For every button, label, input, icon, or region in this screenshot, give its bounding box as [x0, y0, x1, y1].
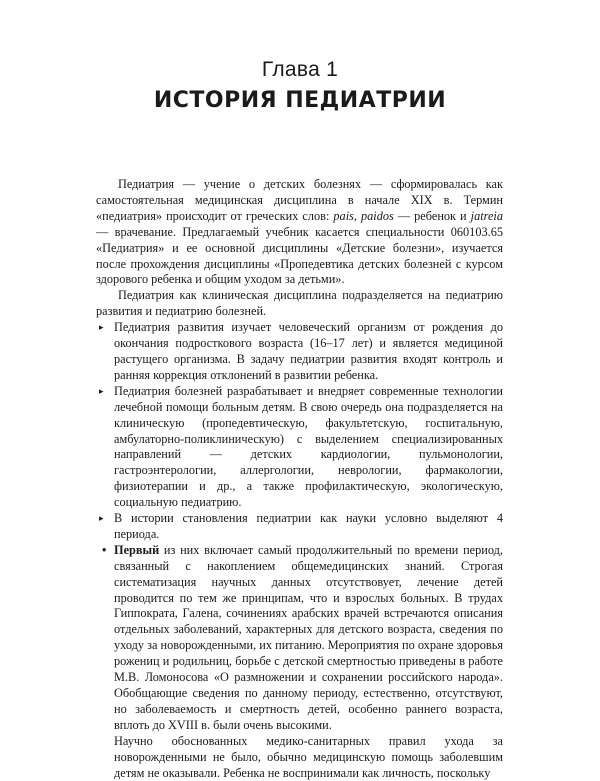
greek-term-pais: pais, paidos — [333, 208, 394, 223]
bullet-text: Педиатрия болезней разрабатывает и внедряет современные технологии лечебной помощи больным детям. В свою очередь она подразделяется на клиническую (пропедевтическую, факультетскую, госпитальную, амбулаторно-поликлиническую) с выделением специализированных направлений — детских кардиологии, пульмонологии, гастроэнтерологии, аллергологии, неврологии, фармакологии, физиотерапии и др., а также профилактическую, экологическую, социальную педиатрию. — [114, 383, 503, 510]
intro-text-3: — врачевание. Предлагаемый учебник касается специальности 060103.65 «Педиатрия» и ее основной дисциплины «Детские болезни», изучается после прохождения дисциплины «Пропедевтика детских болезней с курсом здорового ребенка и общим уходом за детьми». — [96, 224, 503, 287]
period-lead: Первый — [114, 542, 160, 557]
bullet-history — [96, 511, 503, 543]
chapter-label: Глава 1 — [261, 58, 339, 81]
bullet-dot-icon: • — [102, 542, 107, 557]
bullet-arrow-icon: ▸ — [99, 322, 104, 333]
chapter-title: ИСТОРИЯ ПЕДИАТРИИ — [153, 88, 447, 113]
bullet-development — [96, 320, 503, 384]
body-text — [96, 177, 503, 781]
period-text: из них включает самый продолжительный по времени период, связанный с накоплением общемедицинских знаний. Строгая систематизация научных данных отсутствовует, лечение детей проводится по тем же принципам, что и взрослых больных. В трудах Гиппократа, Галена, сочинениях арабских врачей встречаются описания отдельных заболеваний, характерных для детского возраста, сведения по уходу за новорожденными, их питанию. Мероприятия по охране здоровья рожениц и родильниц, борьбе с детской смертностью приведены в работе М.В. Ломоносова «О размножении и сохранении российского народа». Обобщающие сведения по данному периоду, естественно, отсутствуют, но заболеваемость и смертность детей, особенно раннего возраста, вплоть до XVIII в. были очень высокими. — [114, 542, 503, 732]
bullet-text: Педиатрия развития изучает человеческий организм от рождения до окончания подросткового возраста (16–17 лет) и является медициной растущего организма. В задачу педиатрии развития входят контроль и ранняя коррекция отклонений в развитии ребенка. — [114, 320, 503, 382]
bullet-text: В истории становления педиатрии как науки условно выделяют 4 периода. — [114, 511, 503, 541]
intro-text-1: Педиатрия — учение о детских болезнях — сформировалась как самостоятельная медицинская дисциплина в начале XIX в. Термин «педиатрия» происходит от греческих слов: — [96, 177, 503, 223]
bullet-arrow-icon: ▸ — [99, 385, 104, 396]
division-paragraph: Педиатрия как клиническая дисциплина подразделяется на педиатрию развития и педиатрию болезней. — [96, 288, 503, 319]
sub-item-first-period — [96, 543, 503, 734]
bullet-arrow-icon: ▸ — [99, 513, 104, 524]
intro-paragraph — [96, 177, 503, 288]
greek-term-jatreia: jatreia — [470, 208, 503, 223]
intro-text-2: — ребенок и — [393, 208, 471, 223]
continuation-paragraph: Научно обоснованных медико-санитарных правил ухода за новорожденными не было, обычно медицинскую помощь заболевшим детям не оказывали. Ребенка не воспринимали как личность, поскольку — [114, 733, 503, 780]
bullet-diseases — [96, 384, 503, 511]
